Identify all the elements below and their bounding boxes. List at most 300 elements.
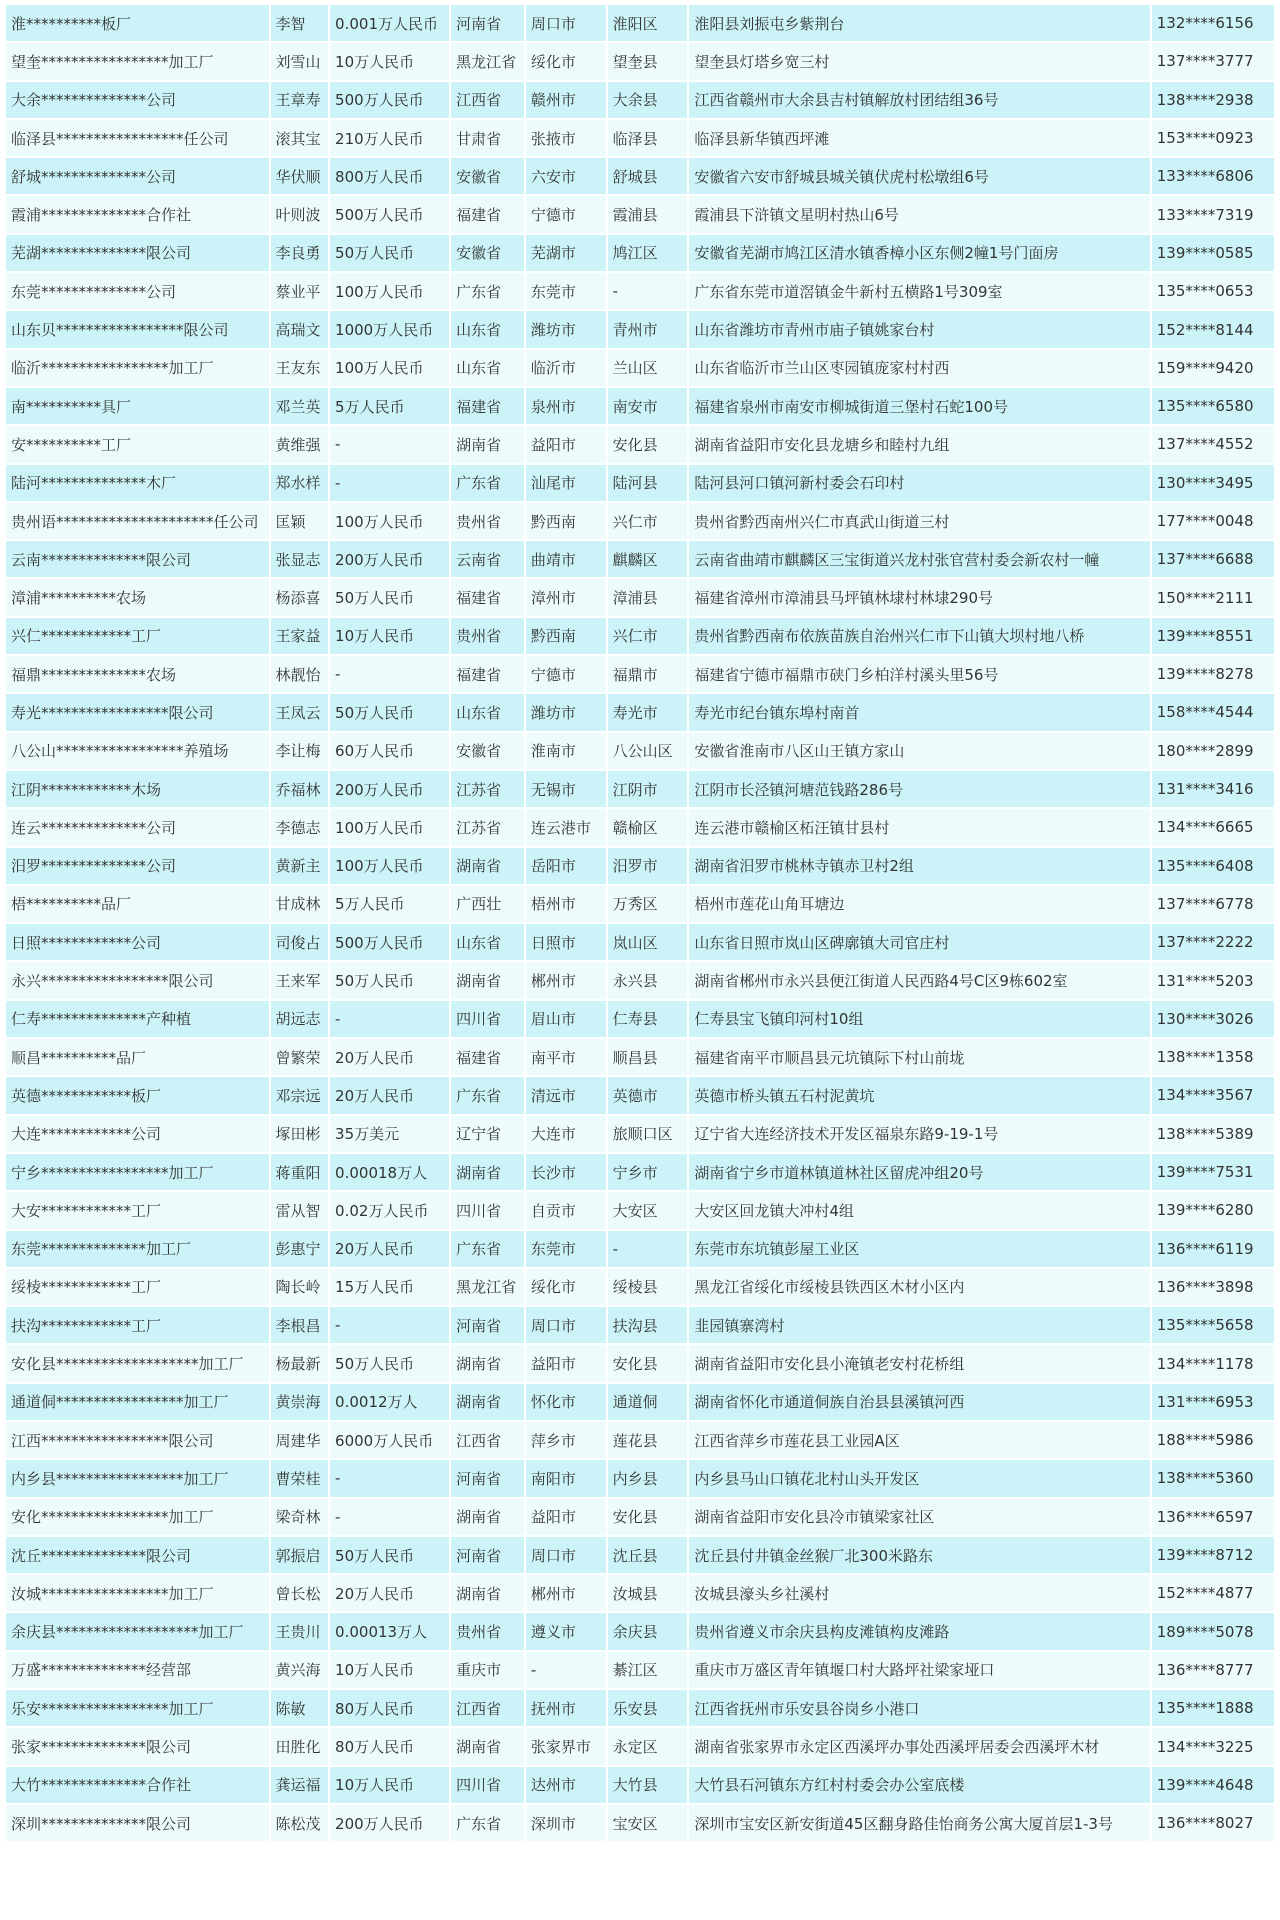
city-cell: 绥化市 xyxy=(526,1269,606,1305)
phone-cell: 131****3416 xyxy=(1152,771,1274,807)
province-cell: 湖南省 xyxy=(451,1728,524,1764)
registered-capital-cell: - xyxy=(330,1460,449,1496)
company-name-cell: 福鼎**************农场 xyxy=(6,656,269,692)
company-name-cell: 芜湖**************限公司 xyxy=(6,235,269,271)
phone-cell: 135****0653 xyxy=(1152,273,1274,309)
phone-cell: 150****2111 xyxy=(1152,579,1274,615)
registered-capital-cell: 200万人民币 xyxy=(330,771,449,807)
company-name-cell: 漳浦**********农场 xyxy=(6,579,269,615)
legal-person-cell: 塚田彬 xyxy=(271,1116,329,1152)
address-cell: 梧州市莲花山角耳塘边 xyxy=(689,886,1149,922)
address-cell: 沈丘县付井镇金丝猴厂北300米路东 xyxy=(689,1537,1149,1573)
company-name-cell: 沈丘**************限公司 xyxy=(6,1537,269,1573)
district-cell: 淮阳区 xyxy=(608,5,688,41)
province-cell: 安徽省 xyxy=(451,235,524,271)
phone-cell: 139****7531 xyxy=(1152,1154,1274,1190)
district-cell: 通道侗 xyxy=(608,1384,688,1420)
province-cell: 甘肃省 xyxy=(451,120,524,156)
city-cell: 宁德市 xyxy=(526,656,606,692)
city-cell: 汕尾市 xyxy=(526,465,606,501)
address-cell: 江西省萍乡市莲花县工业园A区 xyxy=(689,1422,1149,1458)
company-name-cell: 山东贝*****************限公司 xyxy=(6,311,269,347)
district-cell: 望奎县 xyxy=(608,43,688,79)
province-cell: 山东省 xyxy=(451,350,524,386)
district-cell: 漳浦县 xyxy=(608,579,688,615)
legal-person-cell: 梁奇林 xyxy=(271,1499,329,1535)
registered-capital-cell: 1000万人民币 xyxy=(330,311,449,347)
address-cell: 湖南省益阳市安化县冷市镇梁家社区 xyxy=(689,1499,1149,1535)
table-row xyxy=(6,962,1274,998)
registered-capital-cell: 50万人民币 xyxy=(330,579,449,615)
district-cell: 绥棱县 xyxy=(608,1269,688,1305)
legal-person-cell: 甘成林 xyxy=(271,886,329,922)
address-cell: 内乡县马山口镇花北村山头开发区 xyxy=(689,1460,1149,1496)
phone-cell: 136****8777 xyxy=(1152,1652,1274,1688)
company-name-cell: 大安************工厂 xyxy=(6,1192,269,1228)
address-cell: 大安区回龙镇大冲村4组 xyxy=(689,1192,1149,1228)
address-cell: 福建省南平市顺昌县元坑镇际下村山前垅 xyxy=(689,1039,1149,1075)
city-cell: 东莞市 xyxy=(526,273,606,309)
address-cell: 淮阳县刘振屯乡紫荆台 xyxy=(689,5,1149,41)
address-cell: 广东省东莞市道滘镇金牛新村五横路1号309室 xyxy=(689,273,1149,309)
address-cell: 贵州省黔西南布依族苗族自治州兴仁市下山镇大坝村地八桥 xyxy=(689,618,1149,654)
company-name-cell: 绥棱************工厂 xyxy=(6,1269,269,1305)
legal-person-cell: 胡远志 xyxy=(271,1001,329,1037)
legal-person-cell: 蔡业平 xyxy=(271,273,329,309)
province-cell: 四川省 xyxy=(451,1192,524,1228)
province-cell: 四川省 xyxy=(451,1767,524,1803)
district-cell: 乐安县 xyxy=(608,1690,688,1726)
legal-person-cell: 王凤云 xyxy=(271,694,329,730)
company-name-cell: 江西*****************限公司 xyxy=(6,1422,269,1458)
province-cell: 江西省 xyxy=(451,1422,524,1458)
address-cell: 英德市桥头镇五石村泥黄坑 xyxy=(689,1077,1149,1113)
table-row xyxy=(6,1345,1274,1381)
province-cell: 黑龙江省 xyxy=(451,1269,524,1305)
address-cell: 望奎县灯塔乡宽三村 xyxy=(689,43,1149,79)
company-name-cell: 寿光*****************限公司 xyxy=(6,694,269,730)
phone-cell: 131****6953 xyxy=(1152,1384,1274,1420)
phone-cell: 139****8278 xyxy=(1152,656,1274,692)
company-name-cell: 临沂*****************加工厂 xyxy=(6,350,269,386)
company-name-cell: 陆河**************木厂 xyxy=(6,465,269,501)
province-cell: 福建省 xyxy=(451,656,524,692)
registered-capital-cell: 50万人民币 xyxy=(330,694,449,730)
legal-person-cell: 王贵川 xyxy=(271,1613,329,1649)
phone-cell: 136****8027 xyxy=(1152,1805,1274,1841)
phone-cell: 134****3225 xyxy=(1152,1728,1274,1764)
table-row xyxy=(6,1231,1274,1267)
city-cell: 六安市 xyxy=(526,158,606,194)
legal-person-cell: 王家益 xyxy=(271,618,329,654)
city-cell: 潍坊市 xyxy=(526,694,606,730)
legal-person-cell: 王章寿 xyxy=(271,82,329,118)
city-cell: 无锡市 xyxy=(526,771,606,807)
city-cell: 张家界市 xyxy=(526,1728,606,1764)
province-cell: 广东省 xyxy=(451,1805,524,1841)
district-cell: 旅顺口区 xyxy=(608,1116,688,1152)
table-row xyxy=(6,886,1274,922)
table-row xyxy=(6,1077,1274,1113)
registered-capital-cell: 500万人民币 xyxy=(330,196,449,232)
district-cell: 汝城县 xyxy=(608,1575,688,1611)
table-row xyxy=(6,1154,1274,1190)
legal-person-cell: 黄兴海 xyxy=(271,1652,329,1688)
legal-person-cell: 彭惠宁 xyxy=(271,1231,329,1267)
city-cell: 怀化市 xyxy=(526,1384,606,1420)
phone-cell: 138****1358 xyxy=(1152,1039,1274,1075)
registered-capital-cell: 60万人民币 xyxy=(330,733,449,769)
address-cell: 江西省抚州市乐安县谷岗乡小港口 xyxy=(689,1690,1149,1726)
phone-cell: 132****6156 xyxy=(1152,5,1274,41)
legal-person-cell: 李智 xyxy=(271,5,329,41)
district-cell: 鸠江区 xyxy=(608,235,688,271)
address-cell: 江西省赣州市大余县吉村镇解放村团结组36号 xyxy=(689,82,1149,118)
phone-cell: 135****1888 xyxy=(1152,1690,1274,1726)
legal-person-cell: 雷从智 xyxy=(271,1192,329,1228)
registered-capital-cell: 100万人民币 xyxy=(330,848,449,884)
legal-person-cell: 郭振启 xyxy=(271,1537,329,1573)
company-name-cell: 安化*****************加工厂 xyxy=(6,1499,269,1535)
district-cell: 永定区 xyxy=(608,1728,688,1764)
address-cell: 安徽省六安市舒城县城关镇伏虎村松墩组6号 xyxy=(689,158,1149,194)
city-cell: 曲靖市 xyxy=(526,541,606,577)
phone-cell: 138****5389 xyxy=(1152,1116,1274,1152)
address-cell: 湖南省郴州市永兴县便江街道人民西路4号C区9栋602室 xyxy=(689,962,1149,998)
registered-capital-cell: - xyxy=(330,426,449,462)
address-cell: 重庆市万盛区青年镇堰口村大路坪社梁家垭口 xyxy=(689,1652,1149,1688)
province-cell: 山东省 xyxy=(451,311,524,347)
legal-person-cell: 李根昌 xyxy=(271,1307,329,1343)
address-cell: 临泽县新华镇西坪滩 xyxy=(689,120,1149,156)
legal-person-cell: 滚其宝 xyxy=(271,120,329,156)
city-cell: 益阳市 xyxy=(526,1499,606,1535)
company-name-cell: 乐安*****************加工厂 xyxy=(6,1690,269,1726)
table-row xyxy=(6,1499,1274,1535)
table-row xyxy=(6,1192,1274,1228)
province-cell: 广东省 xyxy=(451,1077,524,1113)
city-cell: - xyxy=(526,1652,606,1688)
address-cell: 湖南省益阳市安化县小淹镇老安村花桥组 xyxy=(689,1345,1149,1381)
registered-capital-cell: 100万人民币 xyxy=(330,503,449,539)
table-row xyxy=(6,82,1274,118)
legal-person-cell: 黄新主 xyxy=(271,848,329,884)
city-cell: 抚州市 xyxy=(526,1690,606,1726)
phone-cell: 137****6688 xyxy=(1152,541,1274,577)
address-cell: 湖南省益阳市安化县龙塘乡和睦村九组 xyxy=(689,426,1149,462)
table-row xyxy=(6,388,1274,424)
city-cell: 东莞市 xyxy=(526,1231,606,1267)
address-cell: 湖南省汨罗市桃林寺镇赤卫村2组 xyxy=(689,848,1149,884)
province-cell: 云南省 xyxy=(451,541,524,577)
address-cell: 山东省日照市岚山区碑廓镇大司官庄村 xyxy=(689,924,1149,960)
table-row xyxy=(6,158,1274,194)
company-name-cell: 宁乡*****************加工厂 xyxy=(6,1154,269,1190)
city-cell: 自贡市 xyxy=(526,1192,606,1228)
address-cell: 东莞市东坑镇彭屋工业区 xyxy=(689,1231,1149,1267)
phone-cell: 180****2899 xyxy=(1152,733,1274,769)
registered-capital-cell: 20万人民币 xyxy=(330,1039,449,1075)
company-name-cell: 梧**********品厂 xyxy=(6,886,269,922)
registered-capital-cell: 0.00013万人 xyxy=(330,1613,449,1649)
province-cell: 湖南省 xyxy=(451,848,524,884)
company-name-cell: 兴仁************工厂 xyxy=(6,618,269,654)
district-cell: 仁寿县 xyxy=(608,1001,688,1037)
table-row xyxy=(6,579,1274,615)
phone-cell: 158****4544 xyxy=(1152,694,1274,730)
table-row xyxy=(6,1116,1274,1152)
company-name-cell: 霞浦**************合作社 xyxy=(6,196,269,232)
district-cell: 扶沟县 xyxy=(608,1307,688,1343)
table-row xyxy=(6,1422,1274,1458)
phone-cell: 133****6806 xyxy=(1152,158,1274,194)
city-cell: 郴州市 xyxy=(526,962,606,998)
address-cell: 深圳市宝安区新安街道45区翻身路佳怡商务公寓大厦首层1-3号 xyxy=(689,1805,1149,1841)
district-cell: 兴仁市 xyxy=(608,618,688,654)
table-row xyxy=(6,809,1274,845)
province-cell: 辽宁省 xyxy=(451,1116,524,1152)
company-name-cell: 大连************公司 xyxy=(6,1116,269,1152)
district-cell: 江阴市 xyxy=(608,771,688,807)
phone-cell: 137****4552 xyxy=(1152,426,1274,462)
company-name-cell: 大余**************公司 xyxy=(6,82,269,118)
registered-capital-cell: 10万人民币 xyxy=(330,1652,449,1688)
table-row xyxy=(6,1460,1274,1496)
phone-cell: 152****4877 xyxy=(1152,1575,1274,1611)
address-cell: 大竹县石河镇东方红村村委会办公室底楼 xyxy=(689,1767,1149,1803)
table-row xyxy=(6,43,1274,79)
legal-person-cell: 李良勇 xyxy=(271,235,329,271)
legal-person-cell: 陶长岭 xyxy=(271,1269,329,1305)
address-cell: 福建省漳州市漳浦县马坪镇林埭村林埭290号 xyxy=(689,579,1149,615)
phone-cell: 139****8551 xyxy=(1152,618,1274,654)
address-cell: 辽宁省大连经济技术开发区福泉东路9-19-1号 xyxy=(689,1116,1149,1152)
registered-capital-cell: 0.02万人民币 xyxy=(330,1192,449,1228)
district-cell: 汨罗市 xyxy=(608,848,688,884)
province-cell: 安徽省 xyxy=(451,158,524,194)
company-table xyxy=(4,3,1276,1843)
address-cell: 汝城县濠头乡社溪村 xyxy=(689,1575,1149,1611)
district-cell: 宝安区 xyxy=(608,1805,688,1841)
company-name-cell: 淮**********板厂 xyxy=(6,5,269,41)
phone-cell: 159****9420 xyxy=(1152,350,1274,386)
table-row xyxy=(6,273,1274,309)
registered-capital-cell: - xyxy=(330,1307,449,1343)
company-name-cell: 云南**************限公司 xyxy=(6,541,269,577)
province-cell: 福建省 xyxy=(451,196,524,232)
address-cell: 连云港市赣榆区柘汪镇甘县村 xyxy=(689,809,1149,845)
company-name-cell: 内乡县*****************加工厂 xyxy=(6,1460,269,1496)
legal-person-cell: 周建华 xyxy=(271,1422,329,1458)
table-row xyxy=(6,196,1274,232)
phone-cell: 130****3026 xyxy=(1152,1001,1274,1037)
district-cell: 赣榆区 xyxy=(608,809,688,845)
company-name-cell: 连云**************公司 xyxy=(6,809,269,845)
city-cell: 漳州市 xyxy=(526,579,606,615)
legal-person-cell: 邓宗远 xyxy=(271,1077,329,1113)
table-row xyxy=(6,733,1274,769)
address-cell: 湖南省宁乡市道林镇道林社区留虎冲组20号 xyxy=(689,1154,1149,1190)
address-cell: 湖南省怀化市通道侗族自治县县溪镇河西 xyxy=(689,1384,1149,1420)
province-cell: 福建省 xyxy=(451,388,524,424)
city-cell: 绥化市 xyxy=(526,43,606,79)
district-cell: 英德市 xyxy=(608,1077,688,1113)
city-cell: 清远市 xyxy=(526,1077,606,1113)
table-row xyxy=(6,1805,1274,1841)
province-cell: 河南省 xyxy=(451,1307,524,1343)
legal-person-cell: 邓兰英 xyxy=(271,388,329,424)
phone-cell: 139****6280 xyxy=(1152,1192,1274,1228)
registered-capital-cell: - xyxy=(330,656,449,692)
district-cell: 舒城县 xyxy=(608,158,688,194)
district-cell: 安化县 xyxy=(608,426,688,462)
company-name-cell: 江阴************木场 xyxy=(6,771,269,807)
table-row xyxy=(6,1690,1274,1726)
address-cell: 福建省宁德市福鼎市硖门乡柏洋村溪头里56号 xyxy=(689,656,1149,692)
city-cell: 梧州市 xyxy=(526,886,606,922)
district-cell: - xyxy=(608,1231,688,1267)
table-row xyxy=(6,235,1274,271)
phone-cell: 136****6119 xyxy=(1152,1231,1274,1267)
company-name-cell: 汨罗**************公司 xyxy=(6,848,269,884)
phone-cell: 135****6408 xyxy=(1152,848,1274,884)
table-row xyxy=(6,541,1274,577)
phone-cell: 188****5986 xyxy=(1152,1422,1274,1458)
registered-capital-cell: 20万人民币 xyxy=(330,1231,449,1267)
city-cell: 潍坊市 xyxy=(526,311,606,347)
province-cell: 山东省 xyxy=(451,924,524,960)
city-cell: 张掖市 xyxy=(526,120,606,156)
registered-capital-cell: 200万人民币 xyxy=(330,541,449,577)
legal-person-cell: 华伏顺 xyxy=(271,158,329,194)
legal-person-cell: 田胜化 xyxy=(271,1728,329,1764)
registered-capital-cell: 500万人民币 xyxy=(330,924,449,960)
company-name-cell: 舒城**************公司 xyxy=(6,158,269,194)
legal-person-cell: 蒋重阳 xyxy=(271,1154,329,1190)
province-cell: 湖南省 xyxy=(451,962,524,998)
city-cell: 眉山市 xyxy=(526,1001,606,1037)
city-cell: 益阳市 xyxy=(526,426,606,462)
phone-cell: 137****6778 xyxy=(1152,886,1274,922)
address-cell: 云南省曲靖市麒麟区三宝街道兴龙村张官营村委会新农村一幢 xyxy=(689,541,1149,577)
legal-person-cell: 王友东 xyxy=(271,350,329,386)
legal-person-cell: 陈松茂 xyxy=(271,1805,329,1841)
district-cell: 大安区 xyxy=(608,1192,688,1228)
city-cell: 周口市 xyxy=(526,1537,606,1573)
registered-capital-cell: 80万人民币 xyxy=(330,1728,449,1764)
legal-person-cell: 杨最新 xyxy=(271,1345,329,1381)
district-cell: 福鼎市 xyxy=(608,656,688,692)
registered-capital-cell: 200万人民币 xyxy=(330,1805,449,1841)
city-cell: 郴州市 xyxy=(526,1575,606,1611)
province-cell: 安徽省 xyxy=(451,733,524,769)
district-cell: 沈丘县 xyxy=(608,1537,688,1573)
phone-cell: 189****5078 xyxy=(1152,1613,1274,1649)
company-name-cell: 英德************板厂 xyxy=(6,1077,269,1113)
company-name-cell: 万盛**************经营部 xyxy=(6,1652,269,1688)
company-name-cell: 扶沟************工厂 xyxy=(6,1307,269,1343)
district-cell: 岚山区 xyxy=(608,924,688,960)
legal-person-cell: 张显志 xyxy=(271,541,329,577)
district-cell: 大竹县 xyxy=(608,1767,688,1803)
registered-capital-cell: - xyxy=(330,1001,449,1037)
city-cell: 岳阳市 xyxy=(526,848,606,884)
province-cell: 湖南省 xyxy=(451,1345,524,1381)
phone-cell: 134****1178 xyxy=(1152,1345,1274,1381)
legal-person-cell: 龚运福 xyxy=(271,1767,329,1803)
company-name-cell: 日照************公司 xyxy=(6,924,269,960)
city-cell: 赣州市 xyxy=(526,82,606,118)
district-cell: 青州市 xyxy=(608,311,688,347)
province-cell: 广东省 xyxy=(451,1231,524,1267)
company-name-cell: 张家**************限公司 xyxy=(6,1728,269,1764)
phone-cell: 177****0048 xyxy=(1152,503,1274,539)
district-cell: 安化县 xyxy=(608,1345,688,1381)
table-row xyxy=(6,5,1274,41)
legal-person-cell: 杨添喜 xyxy=(271,579,329,615)
province-cell: 湖南省 xyxy=(451,1575,524,1611)
registered-capital-cell: 80万人民币 xyxy=(330,1690,449,1726)
table-row xyxy=(6,924,1274,960)
company-name-cell: 顺昌**********品厂 xyxy=(6,1039,269,1075)
district-cell: 麒麟区 xyxy=(608,541,688,577)
company-name-cell: 通道侗*****************加工厂 xyxy=(6,1384,269,1420)
province-cell: 江西省 xyxy=(451,1690,524,1726)
city-cell: 淮南市 xyxy=(526,733,606,769)
city-cell: 遵义市 xyxy=(526,1613,606,1649)
company-name-cell: 临泽县*****************任公司 xyxy=(6,120,269,156)
legal-person-cell: 曹荣桂 xyxy=(271,1460,329,1496)
city-cell: 深圳市 xyxy=(526,1805,606,1841)
district-cell: 南安市 xyxy=(608,388,688,424)
registered-capital-cell: 20万人民币 xyxy=(330,1077,449,1113)
legal-person-cell: 李让梅 xyxy=(271,733,329,769)
district-cell: 莲花县 xyxy=(608,1422,688,1458)
table-row xyxy=(6,120,1274,156)
province-cell: 黑龙江省 xyxy=(451,43,524,79)
district-cell: 兰山区 xyxy=(608,350,688,386)
address-cell: 韭园镇寨湾村 xyxy=(689,1307,1149,1343)
table-row xyxy=(6,1269,1274,1305)
address-cell: 寿光市纪台镇东埠村南首 xyxy=(689,694,1149,730)
phone-cell: 153****0923 xyxy=(1152,120,1274,156)
company-name-cell: 安化县*******************加工厂 xyxy=(6,1345,269,1381)
district-cell: 大余县 xyxy=(608,82,688,118)
province-cell: 福建省 xyxy=(451,579,524,615)
registered-capital-cell: 35万美元 xyxy=(330,1116,449,1152)
district-cell: 宁乡市 xyxy=(608,1154,688,1190)
company-name-cell: 南**********具厂 xyxy=(6,388,269,424)
district-cell: 顺昌县 xyxy=(608,1039,688,1075)
province-cell: 四川省 xyxy=(451,1001,524,1037)
address-cell: 湖南省张家界市永定区西溪坪办事处西溪坪居委会西溪坪木材 xyxy=(689,1728,1149,1764)
registered-capital-cell: 210万人民币 xyxy=(330,120,449,156)
table-row xyxy=(6,656,1274,692)
phone-cell: 134****3567 xyxy=(1152,1077,1274,1113)
district-cell: 临泽县 xyxy=(608,120,688,156)
legal-person-cell: 王来军 xyxy=(271,962,329,998)
legal-person-cell: 高瑞文 xyxy=(271,311,329,347)
city-cell: 萍乡市 xyxy=(526,1422,606,1458)
legal-person-cell: 刘雪山 xyxy=(271,43,329,79)
city-cell: 长沙市 xyxy=(526,1154,606,1190)
legal-person-cell: 曾长松 xyxy=(271,1575,329,1611)
phone-cell: 133****7319 xyxy=(1152,196,1274,232)
phone-cell: 135****6580 xyxy=(1152,388,1274,424)
address-cell: 黑龙江省绥化市绥棱县铁西区木材小区内 xyxy=(689,1269,1149,1305)
city-cell: 大连市 xyxy=(526,1116,606,1152)
address-cell: 贵州省黔西南州兴仁市真武山街道三村 xyxy=(689,503,1149,539)
